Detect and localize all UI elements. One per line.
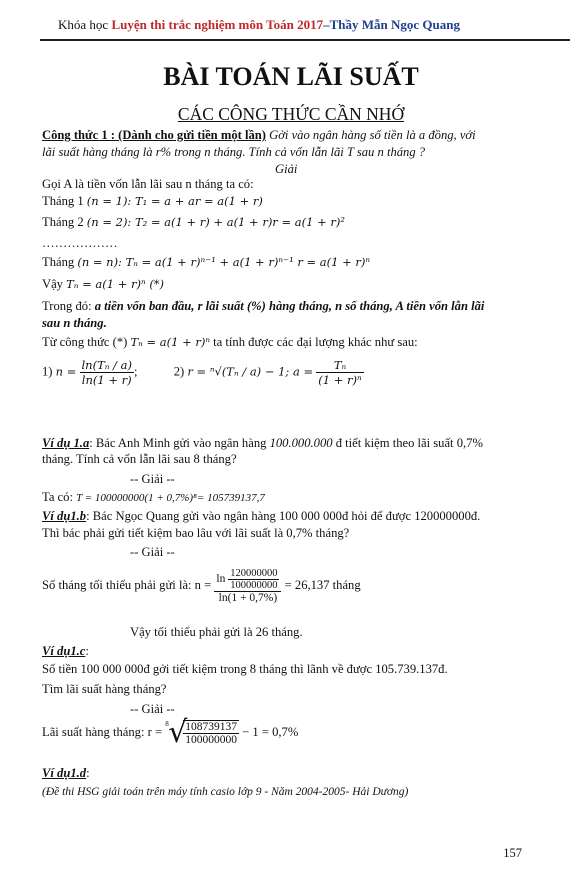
calc-label: Số tháng tối thiểu phải gửi là: n = bbox=[42, 577, 212, 592]
example-1b-line2: Thì bác phải gửi tiết kiệm bao lâu với lãi suất là 0,7% tháng? bbox=[42, 526, 350, 540]
derive-expr: Tₙ = a(1 + r)ⁿ bbox=[130, 335, 211, 349]
page-number: 157 bbox=[503, 846, 522, 860]
f2-numerator: Tₙ bbox=[316, 358, 363, 373]
example-1b-label: Ví dụ1.b bbox=[42, 509, 87, 523]
month-n-expr: (n = n): Tₙ = a(1 + r)ⁿ⁻¹ + a(1 + r)ⁿ⁻¹ r = a(1 + r)ⁿ bbox=[77, 255, 371, 269]
calc-denominator: ln(1 + 0,7%) bbox=[218, 592, 278, 604]
page-header bbox=[58, 17, 460, 33]
where-a: Trong đó: bbox=[42, 299, 95, 313]
example-1c-label: Ví dụ1.c bbox=[42, 644, 86, 658]
f1-fraction bbox=[80, 358, 134, 387]
rate-calc-result: − 1 = 0,7% bbox=[242, 724, 299, 739]
formula1-intro: Gọi A là tiền vốn lẫn lãi sau n tháng ta có: bbox=[42, 177, 254, 191]
f2-denominator: (1 + r)ⁿ bbox=[318, 373, 362, 387]
header-rule bbox=[40, 39, 570, 41]
f1-end: ; bbox=[133, 364, 138, 379]
course-name: Luyện thi trắc nghiệm môn Toán 2017 bbox=[111, 17, 324, 32]
formula1-where-1 bbox=[42, 299, 484, 314]
f2-label: 2) bbox=[173, 364, 188, 379]
formula1-dots: ……………… bbox=[42, 236, 118, 250]
calc-inner-den: 100000000 bbox=[230, 580, 278, 591]
f1-lhs: n = bbox=[55, 364, 77, 379]
example-1b-calc bbox=[42, 568, 361, 604]
example-1b-text: : Bác Ngọc Quang gửi vào ngân hàng 100 000 000đ hỏi để được 120000000đ. bbox=[86, 509, 481, 523]
formula1-month1 bbox=[42, 194, 263, 209]
example-1a-amount: 100.000.000 bbox=[269, 436, 333, 450]
calc-inner-fraction bbox=[228, 568, 279, 591]
formula1-month2 bbox=[42, 215, 345, 230]
page-subtitle: CÁC CÔNG THỨC CẦN NHỚ bbox=[177, 104, 405, 124]
month-n-label: Tháng bbox=[42, 255, 78, 269]
f2-fraction bbox=[316, 358, 363, 387]
formula1-label: Công thức 1 : (Dành cho gửi tiền một lần) bbox=[42, 128, 266, 142]
example-1c-line2: Tìm lãi suất hàng tháng? bbox=[42, 682, 167, 696]
month2-expr: (n = 2): T₂ = a(1 + r) + a(1 + r)r = a(1 + r)² bbox=[86, 215, 345, 229]
formula1-question-a: Gởi vào ngân hàng số tiền là a đồng, với bbox=[265, 128, 476, 142]
example-1d-label: Ví dụ1.d bbox=[42, 766, 87, 780]
header-prefix: Khóa học bbox=[58, 17, 112, 32]
derive-a: Từ công thức (*) bbox=[42, 335, 131, 349]
example-1a-line2: tháng. Tính cả vốn lẫn lãi sau 8 tháng? bbox=[42, 452, 237, 466]
f2-expr: r = ⁿ√(Tₙ / a) − 1; a = bbox=[187, 364, 314, 379]
example-1a-giai: -- Giải -- bbox=[130, 472, 175, 486]
example-1b-conclusion: Vậy tối thiểu phải gửi là 26 tháng. bbox=[130, 625, 303, 639]
calc-fraction bbox=[214, 568, 281, 604]
calc-result: = 26,137 tháng bbox=[284, 577, 361, 592]
example-1b-giai: -- Giải -- bbox=[130, 545, 175, 559]
month2-label: Tháng 2 bbox=[42, 215, 87, 229]
root-denominator: 100000000 bbox=[185, 734, 237, 746]
teacher-name: Thầy Mẫn Ngọc Quang bbox=[329, 17, 460, 32]
radical-sign-icon: √ bbox=[168, 715, 188, 750]
result-label: Ta có: bbox=[42, 490, 77, 504]
example-1c-calc bbox=[42, 715, 299, 750]
vay-label: Vậy bbox=[42, 277, 67, 291]
example-1a-result bbox=[42, 490, 265, 505]
page-title: BÀI TOÁN LÃI SUẤT bbox=[163, 62, 419, 91]
example-1d-heading bbox=[42, 766, 90, 781]
f1-label: 1) bbox=[42, 364, 56, 379]
f1-denominator: ln(1 + r) bbox=[81, 373, 132, 387]
example-1d-colon: : bbox=[86, 766, 90, 780]
example-1c-heading bbox=[42, 644, 89, 659]
formula1-question-b: lãi suất hàng tháng là r% trong n tháng. Tính cả vốn lẫn lãi T sau n tháng ? bbox=[42, 145, 426, 159]
formula1-where-2: sau n tháng. bbox=[42, 316, 107, 330]
f1-numerator: ln(Tₙ / a) bbox=[81, 358, 132, 372]
example-1c-line1: Số tiền 100 000 000đ gởi tiết kiệm trong 8 tháng thì lãnh về được 105.739.137đ. bbox=[42, 662, 448, 676]
example-1c-colon: : bbox=[85, 644, 89, 658]
vay-expr: Tₙ = a(1 + r)ⁿ (*) bbox=[66, 277, 165, 291]
month1-label: Tháng 1 bbox=[42, 194, 87, 208]
month1-expr: (n = 1): T₁ = a + ar = a(1 + r) bbox=[86, 194, 263, 208]
example-1b-line1 bbox=[42, 509, 480, 524]
root-expression bbox=[165, 715, 239, 750]
where-b: a tiền vốn ban đầu, r lãi suất (%) hàng tháng, n số tháng, A tiền vốn lẫn lãi bbox=[94, 299, 485, 313]
example-1d-source: (Đề thi HSG giải toán trên máy tính casio lớp 9 - Năm 2004-2005- Hải Dương) bbox=[42, 786, 409, 798]
formula1-conclusion bbox=[42, 277, 164, 292]
formula1-month-n bbox=[42, 255, 370, 270]
example-1a-line1 bbox=[42, 436, 483, 451]
formula1-derive bbox=[42, 335, 418, 350]
calc-inner-num: 120000000 bbox=[230, 568, 278, 579]
calc-ln: ln bbox=[216, 573, 226, 586]
root-fraction bbox=[183, 720, 239, 746]
derived-formulas bbox=[42, 358, 364, 387]
header-separator: – bbox=[323, 17, 330, 32]
root-index: 8 bbox=[165, 720, 169, 728]
rate-calc-label: Lãi suất hàng tháng: r = bbox=[42, 724, 163, 739]
formula1-giai: Giải bbox=[275, 162, 298, 176]
root-numerator: 108739137 bbox=[185, 721, 237, 733]
result-expr: T = 100000000(1 + 0,7%)⁸= 105739137,7 bbox=[76, 492, 265, 504]
example-1a-text-b: đ tiết kiệm theo lãi suất 0,7% bbox=[332, 436, 483, 450]
example-1a-label: Ví dụ 1.a bbox=[42, 436, 90, 450]
formula1-heading bbox=[42, 128, 476, 143]
example-1a-text-a: : Bác Anh Minh gửi vào ngân hàng bbox=[89, 436, 270, 450]
calc-numerator bbox=[214, 568, 281, 592]
example-1c-giai: -- Giải -- bbox=[130, 702, 175, 716]
derive-b: ta tính được các đại lượng khác như sau: bbox=[210, 335, 418, 349]
